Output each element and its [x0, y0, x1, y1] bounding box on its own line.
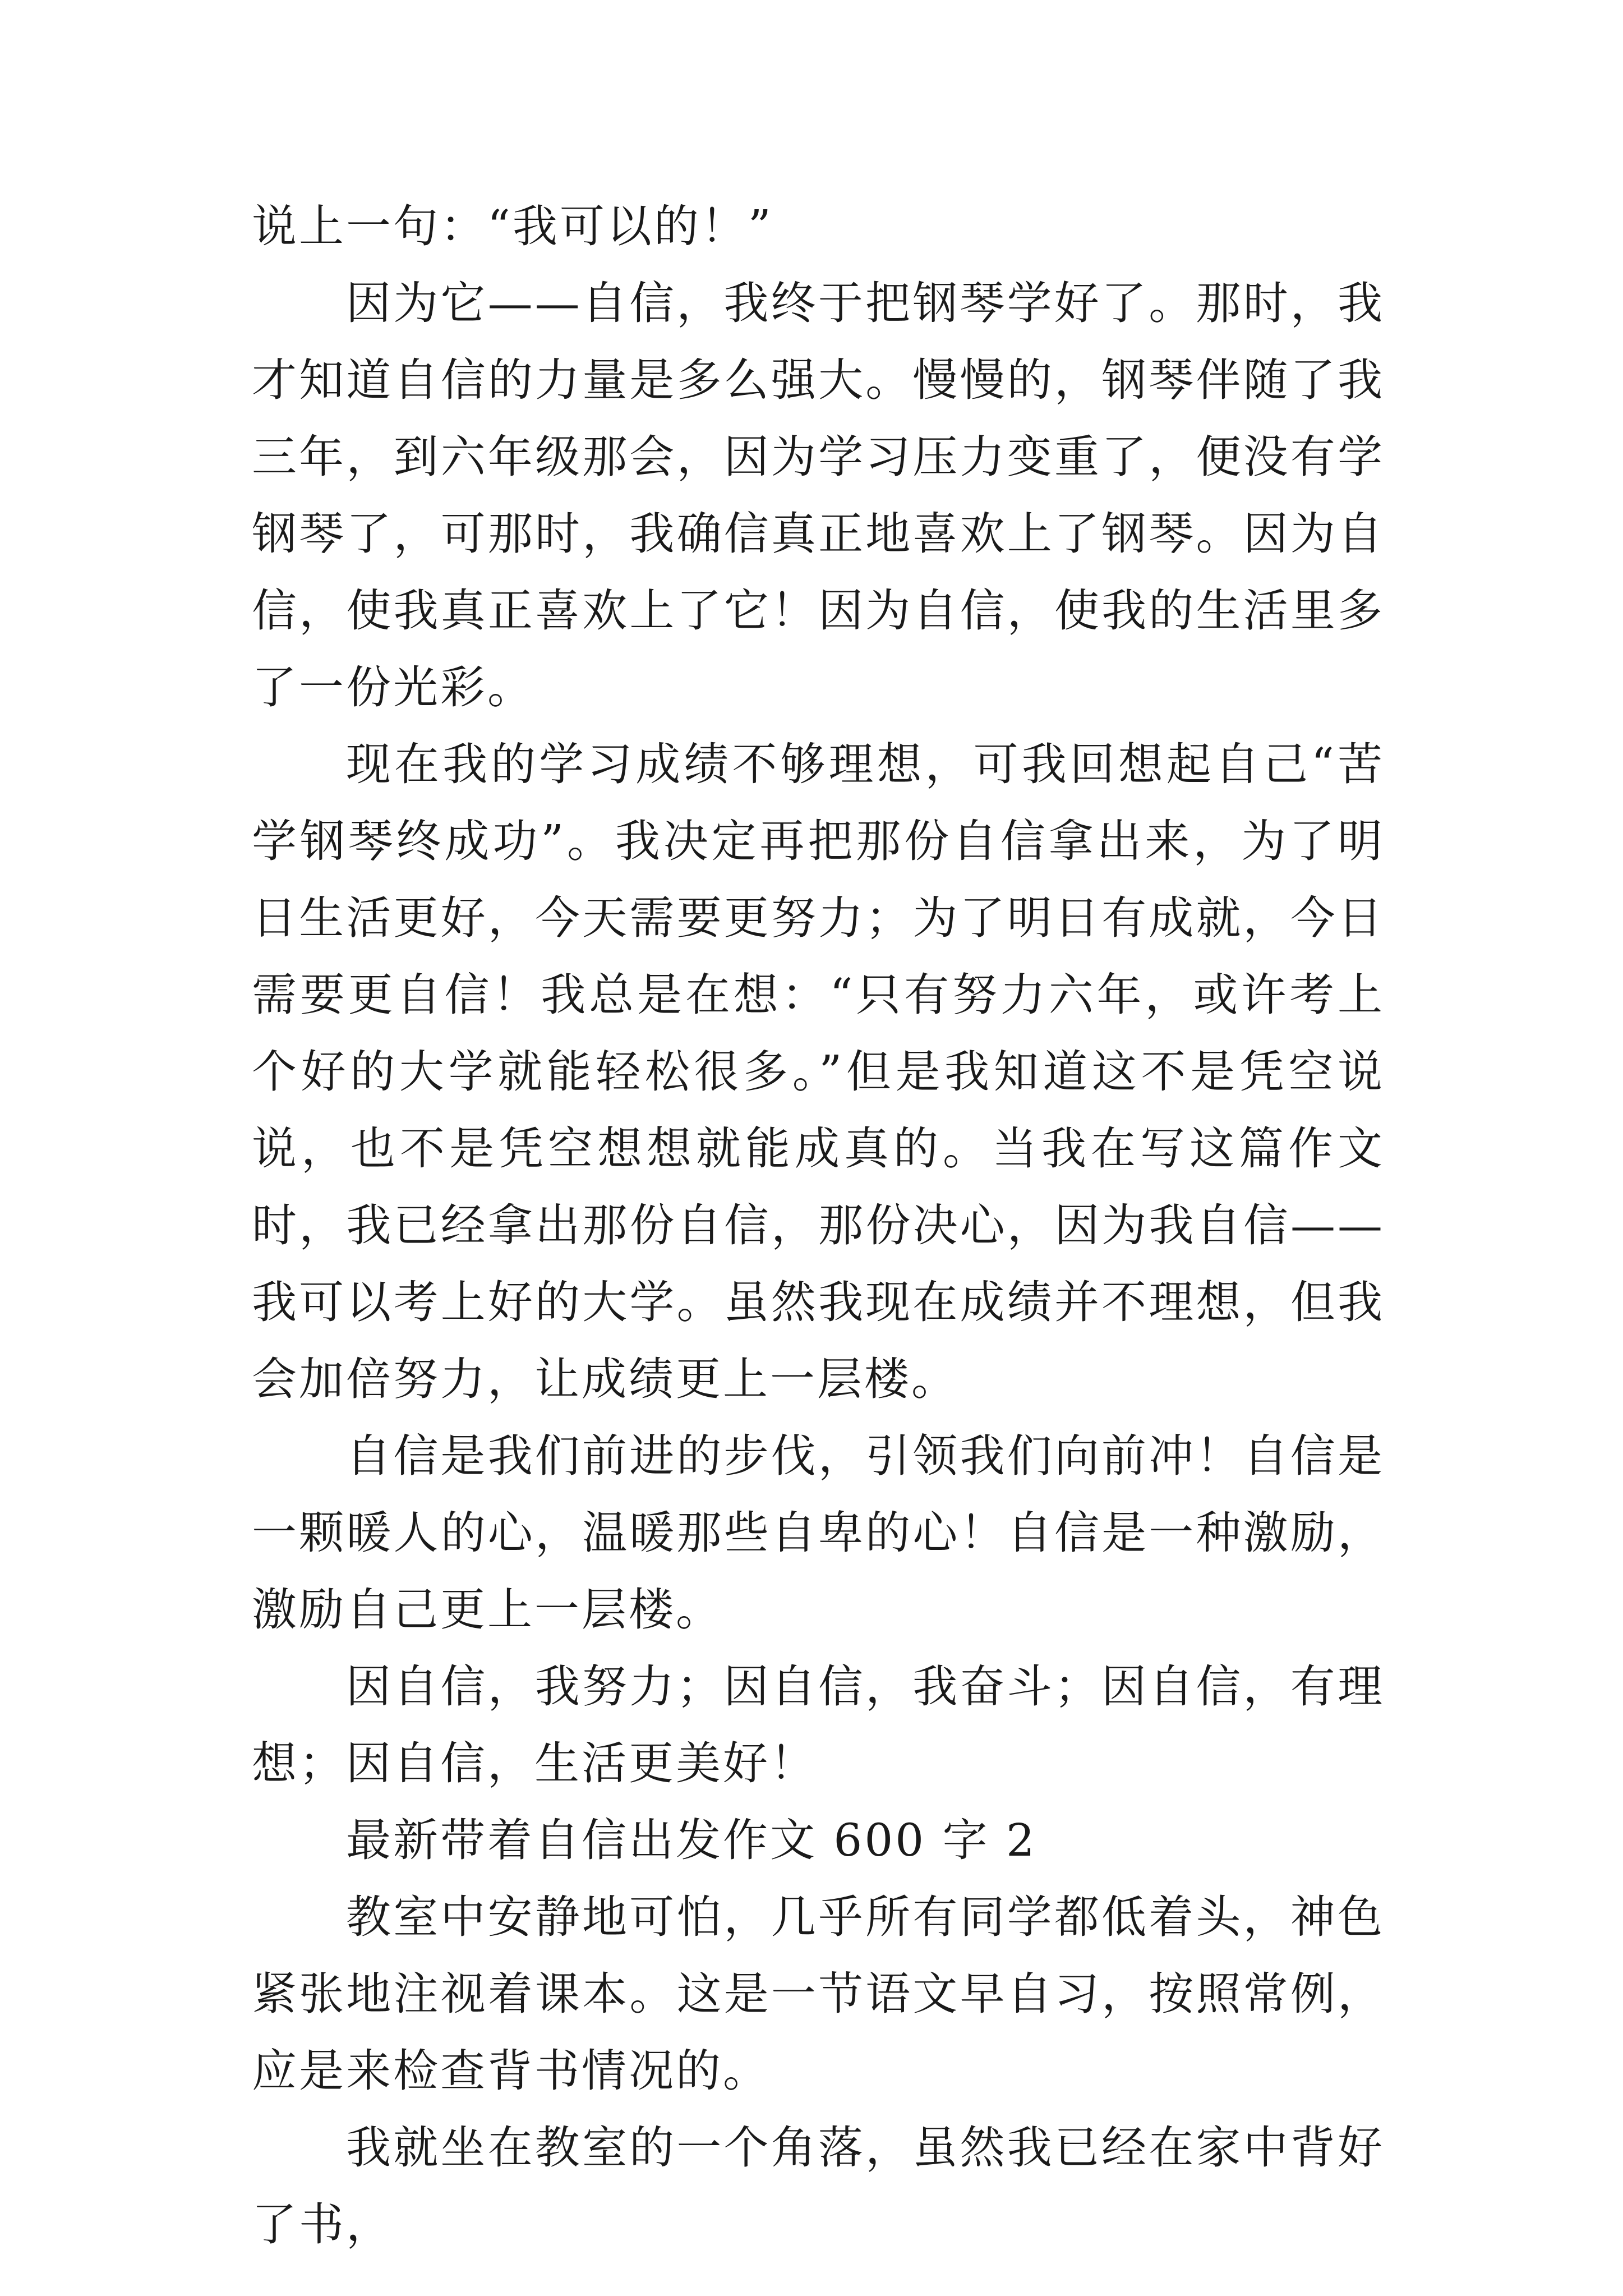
- essay-heading: 最新带着自信出发作文 600 字 2: [346, 1814, 1037, 1866]
- paragraph-study-goals: 现在我的学习成绩不够理想，可我回想起自己“苦学钢琴终成功”。我决定再把那份自信拿出来，为了明日生活更好，今天需要更努力；为了明日有成就，今日需要更自信！我总是在想：“只有努力六年，或许考上个好的大学就能轻松很多。”但是我知道这不是凭空说说，也不是凭空想想就能成真的。当我在写这篇作文时，我已经拿出那份自信，那份决心，因为我自信——我可以考上好的大学。虽然我现在成绩并不理想，但我会加倍努力，让成绩更上一层楼。: [252, 738, 1385, 1405]
- paragraph-piano-confidence: 因为它——自信，我终于把钢琴学好了。那时，我才知道自信的力量是多么强大。慢慢的，钢琴伴随了我三年，到六年级那会，因为学习压力变重了，便没有学钢琴了，可那时，我确信真正地喜欢上了钢琴。因为自信，使我真正喜欢上了它！因为自信，使我的生活里多了一份光彩。: [252, 277, 1385, 714]
- document-body: [252, 188, 1385, 2263]
- paragraph-classroom-quiet: 教室中安静地可怕，几乎所有同学都低着头，神色紧张地注视着课本。这是一节语文早自习，按照常例，应是来检查背书情况的。: [252, 1891, 1385, 2097]
- paragraph-corner-seat: 我就坐在教室的一个角落，虽然我已经在家中背好了书，: [252, 2122, 1385, 2251]
- continuation-paragraph: 说上一句：“我可以的！”: [252, 200, 773, 252]
- paragraph-because-confidence: 因自信，我努力；因自信，我奋斗；因自信，有理想；因自信，生活更美好！: [252, 1660, 1385, 1789]
- paragraph-confidence-metaphors: 自信是我们前进的步伐，引领我们向前冲！自信是一颗暖人的心，温暖那些自卑的心！自信是一种激励，激励自己更上一层楼。: [252, 1430, 1385, 1636]
